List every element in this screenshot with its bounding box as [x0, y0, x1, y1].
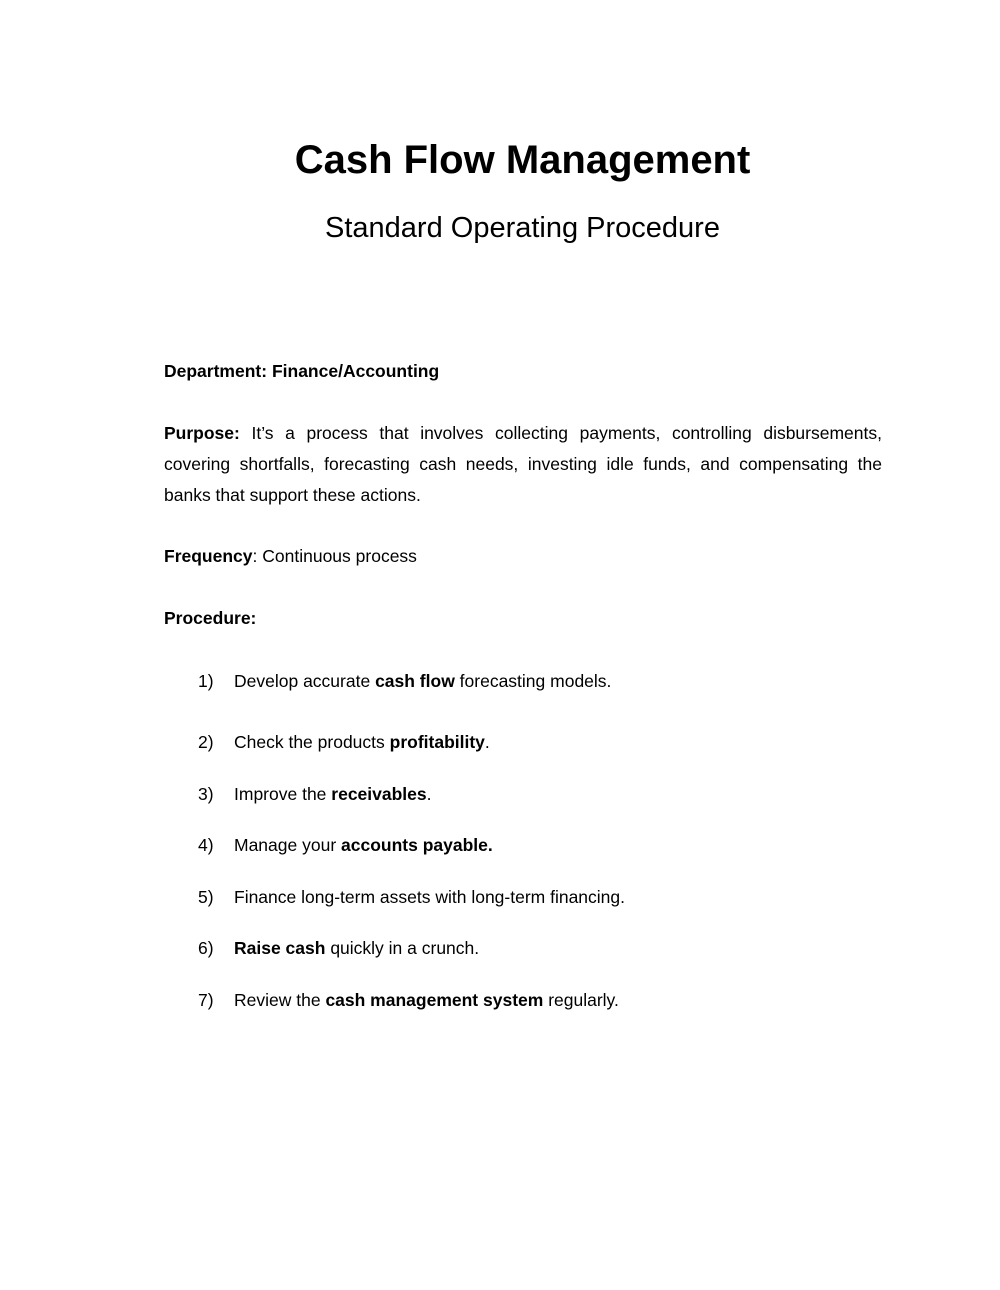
step-number: 1) [198, 671, 214, 691]
procedure-heading: Procedure: [164, 608, 257, 628]
purpose-value: It’s a process that involves collecting payments, controlling disbursements, covering shortfalls, forecasting cash needs, investing idle funds, and compensating the banks that support these actions. [164, 423, 882, 505]
procedure-step [198, 833, 493, 857]
procedure-step [198, 669, 611, 693]
step-text: Improve the receivables. [234, 784, 432, 804]
frequency-value: Continuous process [262, 546, 417, 566]
step-text: Develop accurate cash flow forecasting models. [234, 671, 612, 691]
procedure-step [198, 988, 619, 1012]
step-text: Raise cash quickly in a crunch. [234, 938, 480, 958]
department-label: Department: [164, 361, 268, 381]
document-title: Cash Flow Management [294, 138, 751, 182]
procedure-step [198, 936, 479, 960]
step-number: 4) [198, 835, 214, 855]
step-number: 2) [198, 732, 214, 752]
department-value: Finance/Accounting [271, 361, 440, 381]
department-field [164, 356, 882, 387]
purpose-label: Purpose: [164, 423, 240, 443]
step-number: 7) [198, 990, 214, 1010]
step-text: Review the cash management system regularly. [234, 990, 619, 1010]
frequency-separator: : [252, 546, 258, 566]
step-text: Check the products profitability. [234, 732, 490, 752]
document-subtitle: Standard Operating Procedure [325, 212, 720, 244]
step-text: Manage your accounts payable. [234, 835, 493, 855]
frequency-field [164, 541, 882, 572]
procedure-step [198, 782, 432, 806]
step-text: Finance long-term assets with long-term financing. [234, 887, 626, 907]
procedure-step [198, 885, 625, 909]
frequency-label: Frequency [164, 546, 253, 566]
step-number: 5) [198, 887, 214, 907]
purpose-field [164, 418, 882, 511]
step-number: 6) [198, 938, 214, 958]
step-number: 3) [198, 784, 214, 804]
procedure-step [198, 730, 490, 754]
